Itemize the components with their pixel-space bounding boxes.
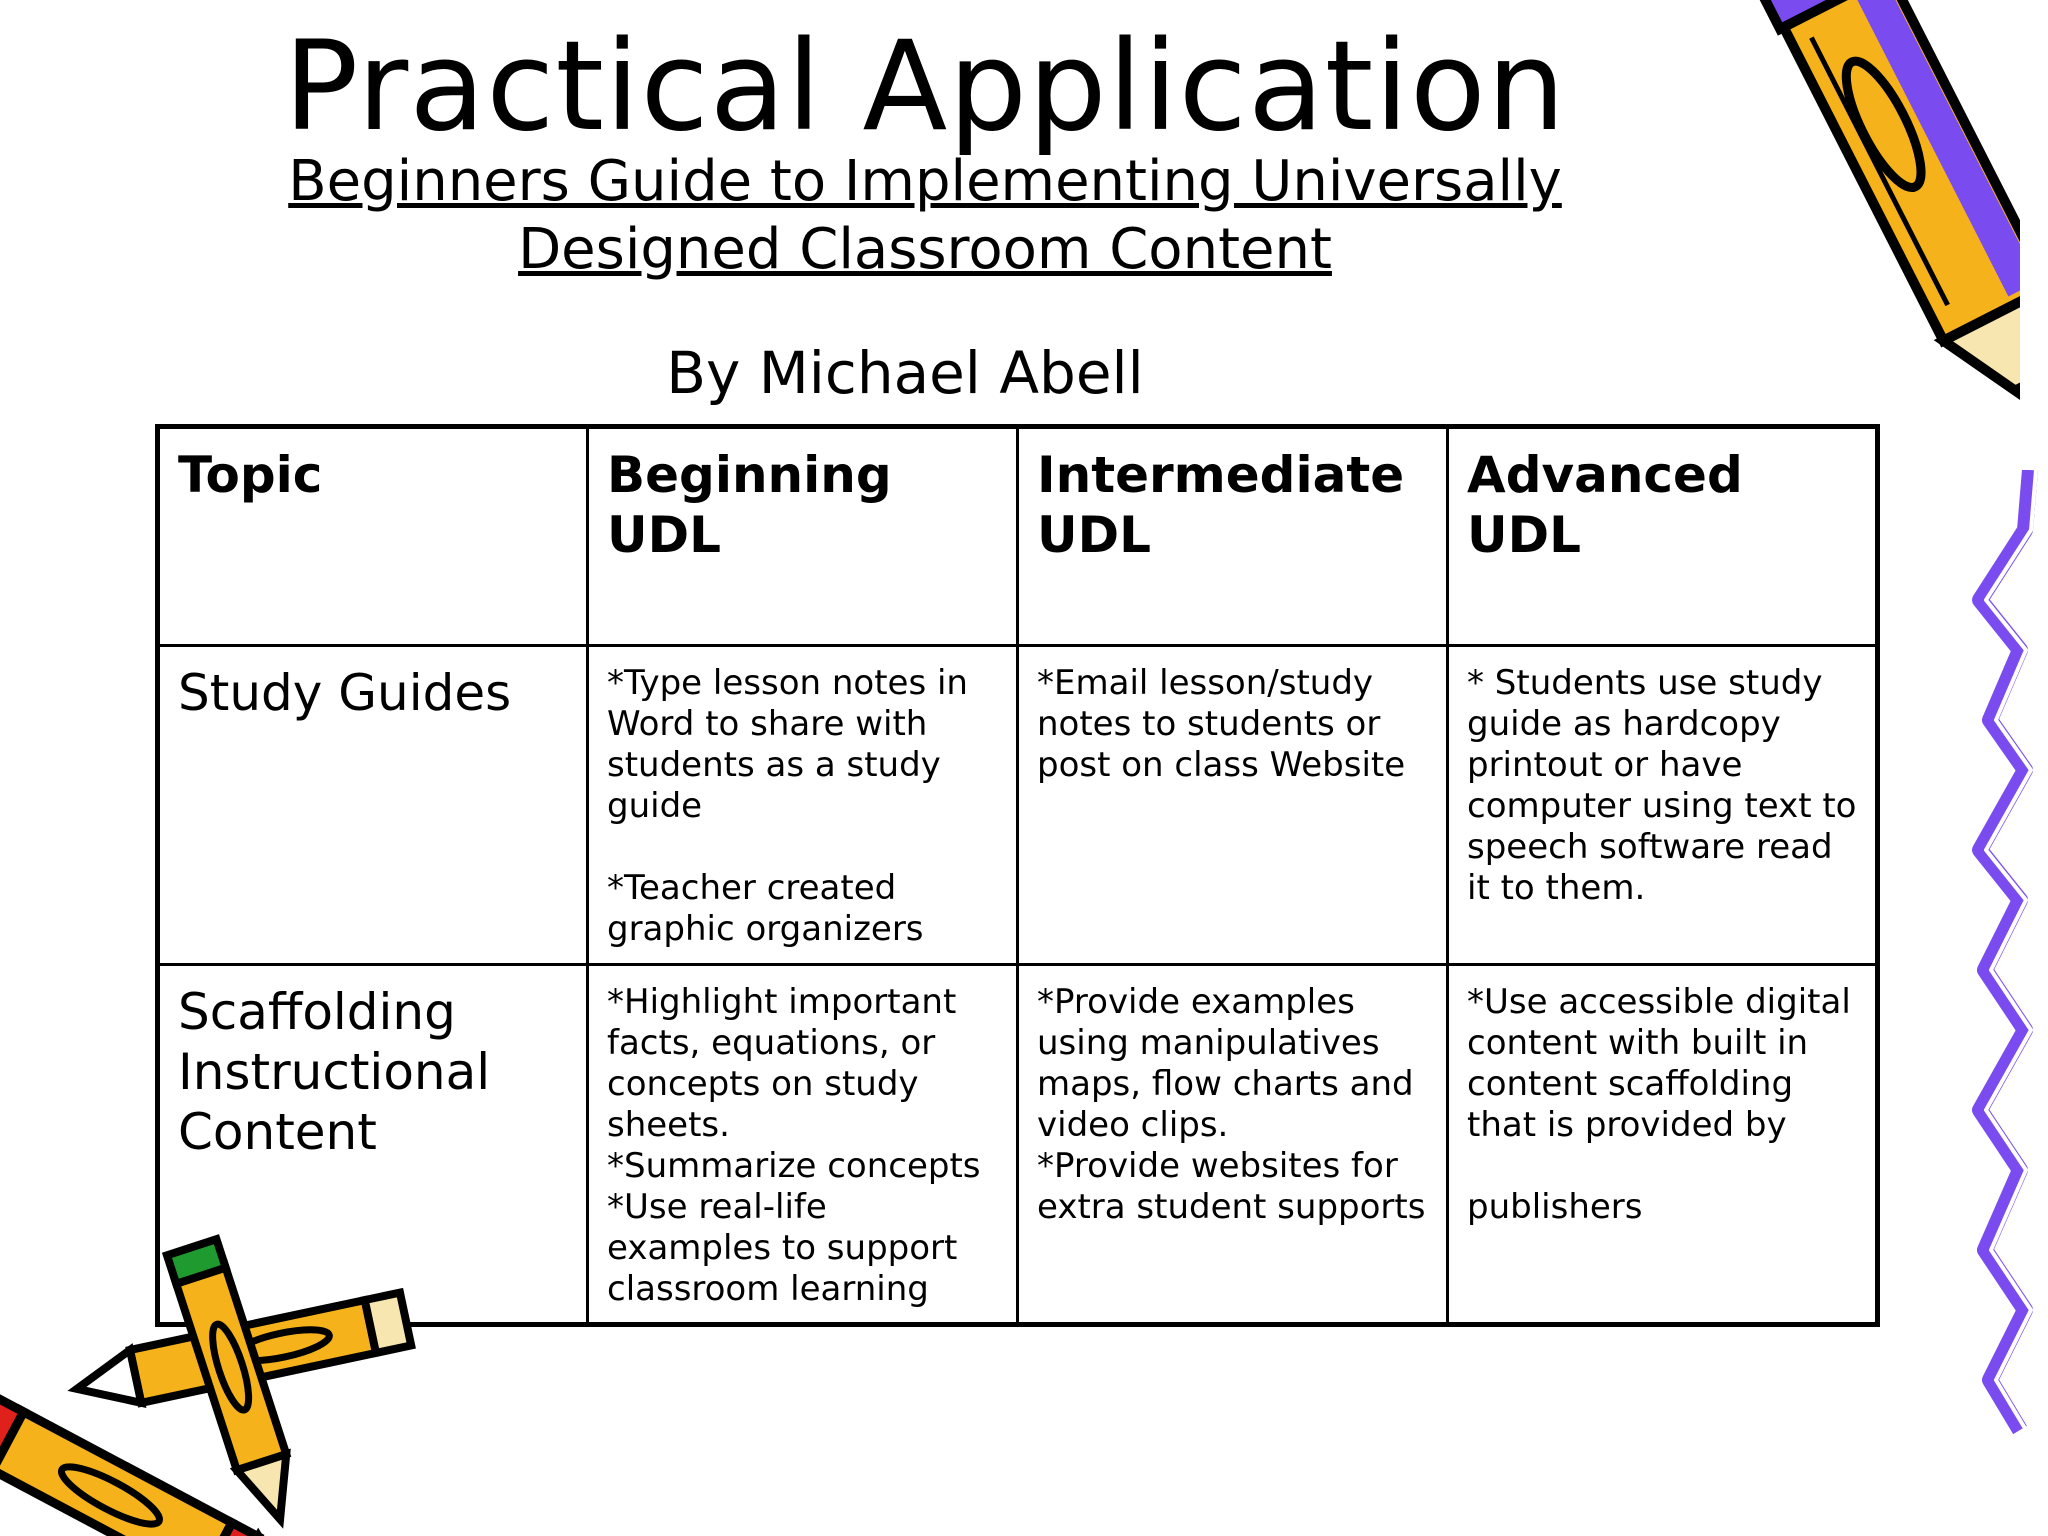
table-row: [158, 646, 1878, 965]
beginning-cell: *Type lesson notes in Word to share with students as a study guide *Teacher created graphic organizers: [588, 646, 1018, 965]
udl-table: [155, 424, 1880, 1327]
topic-cell: Scaffolding Instructional Content: [158, 965, 588, 1325]
table-header-row: [158, 427, 1878, 646]
pencil-icon: [1720, 0, 2020, 490]
crossed-pencils-icon: [0, 1230, 420, 1536]
intermediate-cell: *Provide examples using manipulatives maps, flow charts and video clips. *Provide websites for extra student supports: [1018, 965, 1448, 1325]
header-advanced: Advanced UDL: [1448, 427, 1878, 646]
header-topic: Topic: [158, 427, 588, 646]
slide-subtitle: Beginners Guide to Implementing Universally Designed Classroom Content: [288, 149, 1562, 282]
slide-title: Practical Application: [283, 15, 1567, 159]
header-beginning: Beginning UDL: [588, 427, 1018, 646]
header-intermediate: Intermediate UDL: [1018, 427, 1448, 646]
intermediate-cell: *Email lesson/study notes to students or post on class Website: [1018, 646, 1448, 965]
slide-author: By Michael Abell: [666, 339, 1144, 407]
squiggle-ribbon: [1950, 470, 2048, 1450]
advanced-cell: *Use accessible digital content with built in content scaffolding that is provided by publishers: [1448, 965, 1878, 1325]
advanced-cell: * Students use study guide as hardcopy printout or have computer using text to speech software read it to them.: [1448, 646, 1878, 965]
topic-cell: Study Guides: [158, 646, 588, 965]
beginning-cell: *Highlight important facts, equations, or concepts on study sheets. *Summarize concepts *Use real-life examples to support classroom learning: [588, 965, 1018, 1325]
